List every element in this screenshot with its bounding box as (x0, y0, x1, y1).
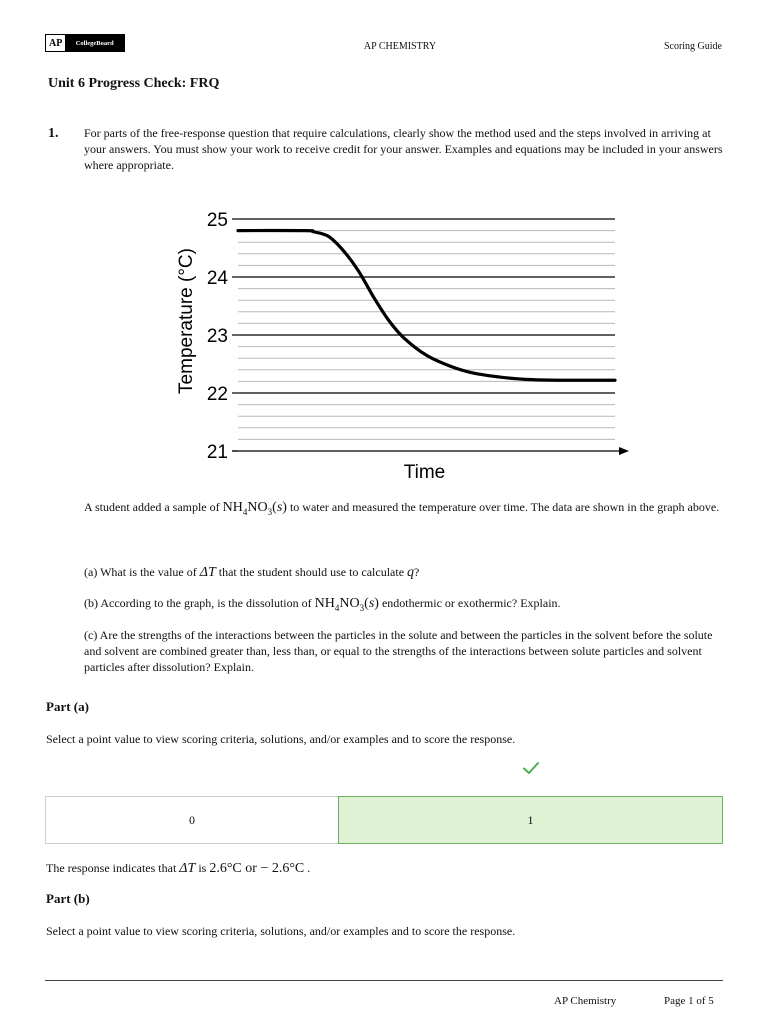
response-or: or (241, 861, 261, 876)
header-subject: AP CHEMISTRY (363, 41, 437, 52)
part-a-post: ? (414, 565, 420, 579)
part-a-instruction: Select a point value to view scoring criteria, solutions, and/or examples and to score the response. (46, 732, 516, 746)
x-axis-arrowhead (619, 447, 629, 455)
score-option-0[interactable]: 0 (45, 796, 338, 844)
stem-text-pre: A student added a sample of (84, 500, 223, 514)
y-axis-label: Temperature (°C) (176, 248, 197, 394)
response-pre: The response indicates that (46, 861, 180, 875)
response-mid: is (195, 861, 210, 875)
y-tick-labels (207, 210, 229, 463)
footer-course: AP Chemistry (554, 995, 617, 1007)
logo-collegeboard-text: CollegeBoard (65, 35, 124, 51)
page-title: Unit 6 Progress Check: FRQ (48, 76, 220, 91)
header-scoring-guide: Scoring Guide (663, 41, 722, 52)
question-part-b (84, 595, 724, 616)
compound-formula (223, 500, 287, 515)
compound-formula-text: $NH_4NO_3(s)$ (222, 500, 287, 517)
question-stem (84, 499, 724, 520)
graph-grid (232, 219, 615, 451)
temperature-time-graph (160, 200, 640, 490)
y-tick-label: 21 (206, 442, 228, 463)
response-post: . (304, 861, 311, 875)
question-number: 1. (48, 126, 59, 141)
question-instructions: For parts of the free-response question that require calculations, clearly show the method used and the steps involved in arriving at your answers. You must show your work to receive credit for your answer. Examples and equations may be included in your answers where appropriate. (84, 126, 723, 172)
y-tick-label: 24 (206, 268, 228, 289)
part-a-response (46, 860, 310, 877)
part-b-heading: Part (b) (46, 891, 90, 906)
part-b-instruction: Select a point value to view scoring criteria, solutions, and/or examples and to score the response. (46, 924, 516, 938)
question-part-c: (c) Are the strengths of the interactions between the particles in the solute and between the particles in the solvent before the solute and solvent are combined greater than, less than, or equal to the strengths of the interactions between solute particles and solvent particles after dissolution? Explain. (84, 628, 713, 674)
delta-t-symbol: ΔT (199, 565, 216, 580)
response-value-1: 2.6°C (209, 861, 242, 876)
response-value-2: − 2.6°C (260, 861, 305, 876)
logo-ap-text: AP (46, 35, 65, 51)
footer-divider (45, 980, 723, 981)
y-tick-label: 25 (206, 210, 228, 231)
part-a-pre: (a) What is the value of (84, 565, 200, 579)
footer-page-number: Page 1 of 5 (664, 995, 714, 1007)
question-part-a (84, 564, 724, 581)
compound-formula-b-text: $NH_4NO_3(s)$ (314, 596, 379, 613)
response-delta-t: ΔT (179, 861, 196, 876)
q-variable: q (407, 565, 415, 580)
part-a-heading: Part (a) (46, 699, 89, 714)
y-tick-label: 23 (206, 326, 228, 347)
part-a-mid: that the student should use to calculate (215, 565, 408, 579)
compound-formula-b (315, 596, 379, 611)
part-b-post: endothermic or exothermic? Explain. (378, 596, 561, 610)
part-b-pre: (b) According to the graph, is the dissolution of (84, 596, 315, 610)
score-option-1[interactable]: 1 (338, 796, 723, 844)
stem-text-post: to water and measured the temperature over time. The data are shown in the graph above. (286, 500, 720, 514)
checkmark-icon (521, 758, 541, 778)
y-tick-label: 22 (206, 384, 228, 405)
part-a-score-selector (45, 796, 723, 844)
x-axis-label: Time (403, 462, 446, 483)
